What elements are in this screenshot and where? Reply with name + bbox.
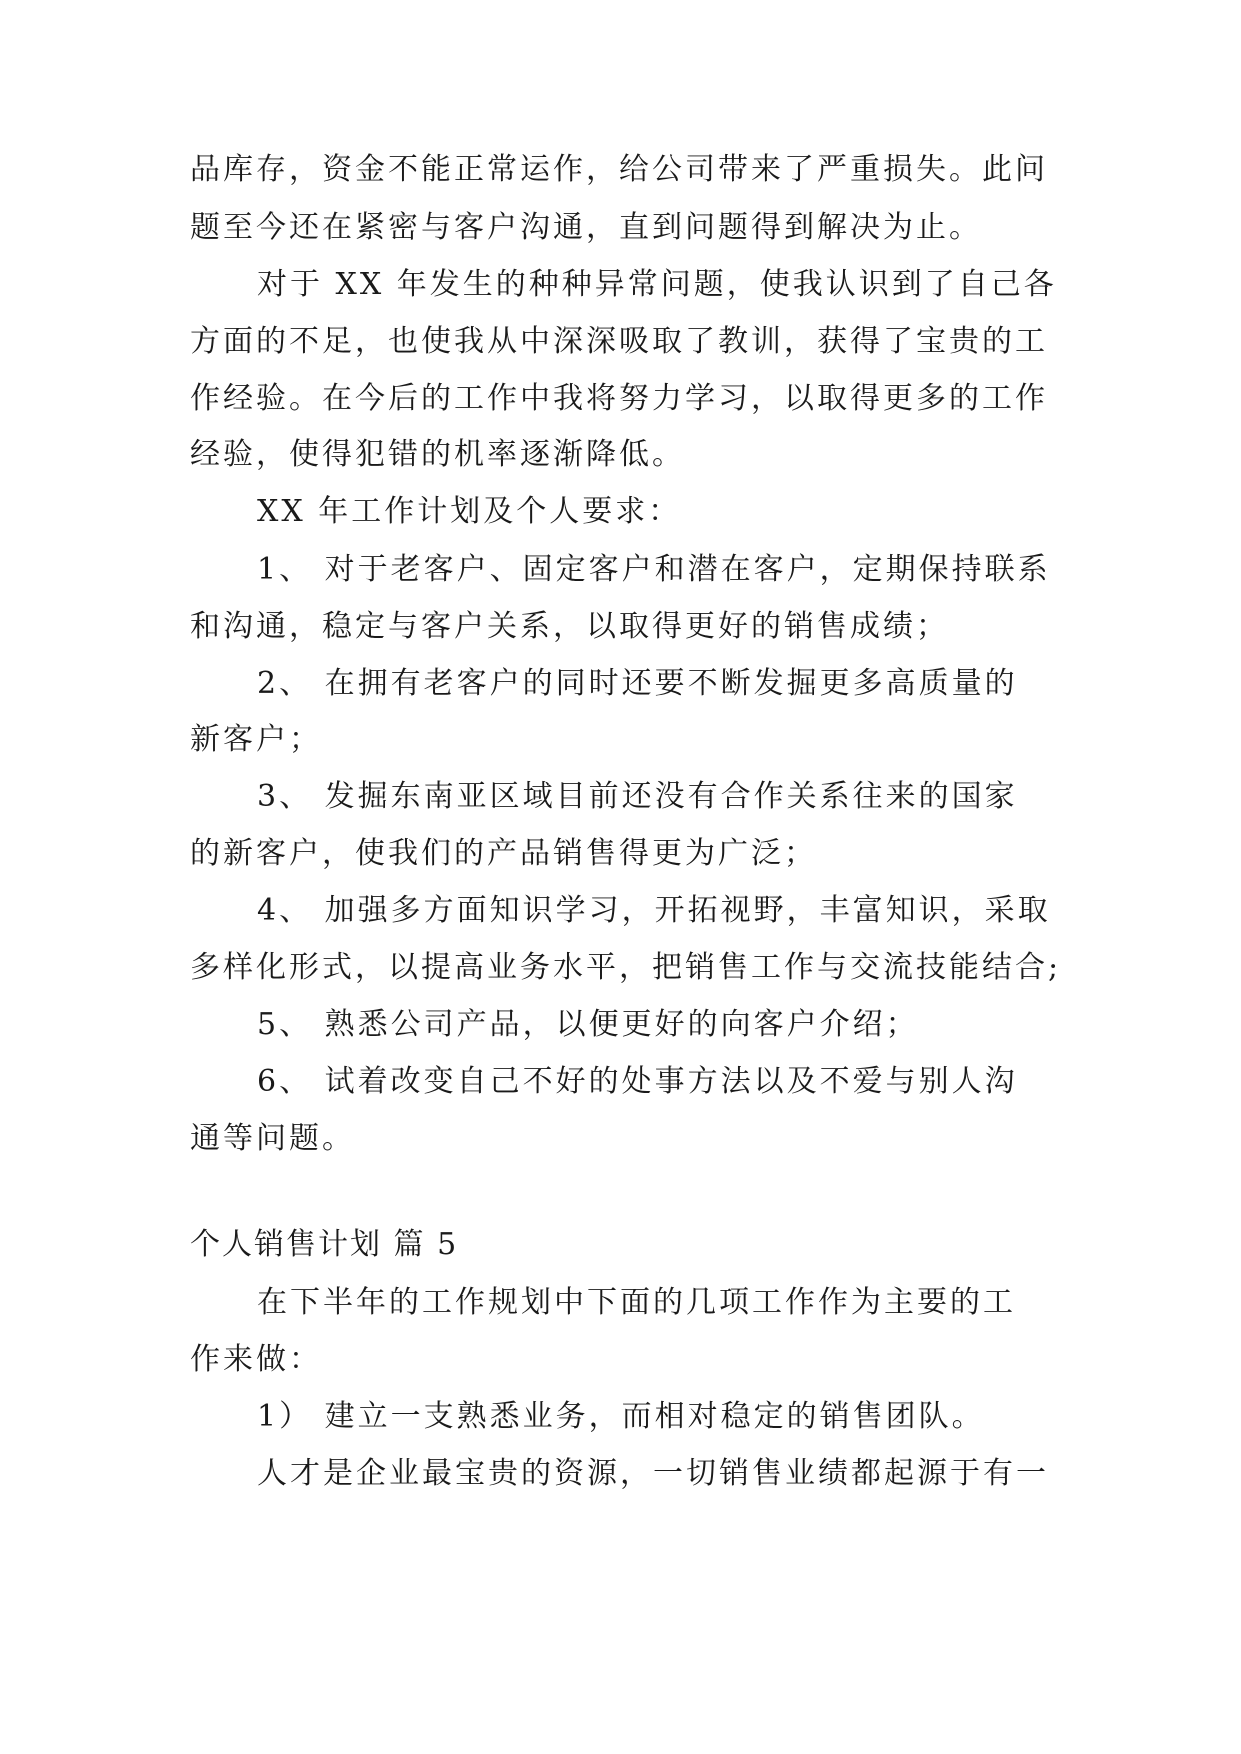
list-item: 4、 加强多方面知识学习，开拓视野，丰富知识，采取 — [257, 893, 1051, 928]
paragraph-start: 对于 XX 年发生的种种异常问题，使我认识到了自己各 — [257, 267, 1057, 302]
text-line: 方面的不足，也使我从中深深吸取了教训，获得了宝贵的工 — [190, 324, 1048, 359]
list-item: 6、 试着改变自己不好的处事方法以及不爱与别人沟 — [257, 1064, 1018, 1099]
text-line: 品库存，资金不能正常运作，给公司带来了严重损失。此问 — [190, 152, 1048, 187]
text-line: 题至今还在紧密与客户沟通，直到问题得到解决为止。 — [190, 210, 982, 245]
paragraph-start: 人才是企业最宝贵的资源，一切销售业绩都起源于有一 — [257, 1456, 1049, 1491]
text-line: 作经验。在今后的工作中我将努力学习，以取得更多的工作 — [190, 381, 1048, 416]
text-line: 的新客户，使我们的产品销售得更为广泛； — [190, 836, 817, 871]
text-line: 多样化形式，以提高业务水平，把销售工作与交流技能结合; — [190, 950, 1062, 985]
list-item: 3、 发掘东南亚区域目前还没有合作关系往来的国家 — [257, 779, 1018, 814]
text-line: 和沟通，稳定与客户关系，以取得更好的销售成绩； — [190, 609, 949, 644]
paragraph-start: 在下半年的工作规划中下面的几项工作作为主要的工 — [257, 1285, 1016, 1320]
section-label: XX 年工作计划及个人要求： — [257, 494, 682, 529]
list-item: 1、 对于老客户、固定客户和潜在客户，定期保持联系 — [257, 552, 1051, 587]
text-line: 新客户； — [190, 722, 322, 757]
text-line: 通等问题。 — [190, 1121, 355, 1156]
list-item: 2、 在拥有老客户的同时还要不断发掘更多高质量的 — [257, 666, 1018, 701]
list-item: 5、 熟悉公司产品，以便更好的向客户介绍； — [257, 1007, 919, 1042]
text-line: 作来做： — [190, 1342, 322, 1377]
list-item: 1） 建立一支熟悉业务，而相对稳定的销售团队。 — [257, 1399, 985, 1434]
text-line: 经验，使得犯错的机率逐渐降低。 — [190, 437, 685, 472]
section-heading: 个人销售计划 篇 5 — [190, 1227, 459, 1262]
